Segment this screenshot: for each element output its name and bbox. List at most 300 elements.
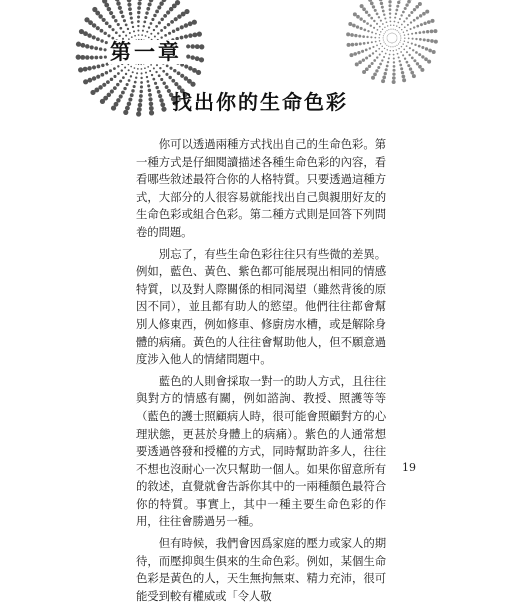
ornament-dot xyxy=(119,94,123,98)
page-number: 19 xyxy=(402,461,416,474)
ornament-dot xyxy=(395,41,396,42)
ornament-dot xyxy=(139,90,142,93)
ornament-dot xyxy=(167,89,171,93)
ornament-dot xyxy=(143,25,145,27)
ornament-dot xyxy=(171,79,175,83)
ornament-dot xyxy=(390,50,391,51)
ornament-dot xyxy=(356,25,359,28)
ornament-dot xyxy=(136,72,138,74)
ornament-dot xyxy=(150,33,152,35)
ornament-dot xyxy=(376,12,379,15)
ornament-dot xyxy=(355,62,359,66)
ornament-dot xyxy=(122,31,124,33)
ornament-dot xyxy=(155,71,157,73)
ornament-dot xyxy=(371,62,374,65)
ornament-dot xyxy=(387,38,388,39)
ornament-dot xyxy=(384,72,387,75)
ornament-dot xyxy=(399,33,400,34)
ornament-dot xyxy=(380,20,382,22)
ornament-dot xyxy=(141,72,143,74)
ornament-dot xyxy=(399,18,401,20)
ornament-dot xyxy=(357,51,360,54)
ornament-dot xyxy=(129,12,132,15)
ornament-dot xyxy=(173,69,176,72)
ornament-dot xyxy=(381,79,385,83)
ornament-dot xyxy=(392,80,396,84)
ornament-dot xyxy=(418,45,421,48)
ornament-dot xyxy=(163,26,166,29)
ornament-dot xyxy=(111,105,116,110)
ornament-dot xyxy=(398,43,399,44)
ornament-dot xyxy=(119,10,123,14)
ornament-dot xyxy=(403,49,405,51)
ornament-dot xyxy=(407,34,409,36)
ornament-dot xyxy=(151,74,153,76)
ornament-dot xyxy=(90,45,94,49)
ornament-dot xyxy=(401,46,402,47)
ornament-dot xyxy=(413,8,416,11)
dot-spiral-ornament xyxy=(0,0,520,140)
ornament-dot xyxy=(413,19,416,22)
ornament-dot xyxy=(102,83,106,87)
ornament-dot xyxy=(359,42,362,45)
ornament-dot xyxy=(353,12,357,16)
ornament-dot xyxy=(147,84,150,87)
ornament-dot xyxy=(151,18,154,21)
ornament-dot xyxy=(404,41,405,42)
ornament-dot xyxy=(112,15,116,19)
ornament-dot xyxy=(132,71,134,73)
ornament-dot xyxy=(395,13,397,15)
ornament-dot xyxy=(395,29,396,30)
ornament-dot xyxy=(80,55,85,60)
ornament-dot xyxy=(384,27,385,28)
ornament-dot xyxy=(421,55,424,58)
ornament-dot xyxy=(401,29,402,30)
ornament-dot xyxy=(386,30,387,31)
ornament-dot xyxy=(380,43,381,44)
ornament-dot xyxy=(390,21,392,23)
ornament-dot xyxy=(160,102,165,107)
ornament-dot xyxy=(373,27,375,29)
ornament-dot xyxy=(379,40,380,41)
ornament-dot xyxy=(406,45,408,47)
ornament-dot xyxy=(104,48,107,51)
ornament-dot xyxy=(188,66,193,71)
ornament-dot xyxy=(427,20,431,24)
ornament-dot xyxy=(391,33,392,34)
ornament-dot xyxy=(139,94,143,98)
body-text xyxy=(136,136,386,609)
ornament-dot xyxy=(419,14,422,17)
ornament-dot xyxy=(165,85,169,89)
ornament-dot xyxy=(392,33,393,34)
ornament-dot xyxy=(102,18,106,22)
ornament-dot xyxy=(121,69,123,71)
ornament-dot xyxy=(385,43,386,44)
ornament-dot xyxy=(79,29,84,34)
ornament-dot xyxy=(148,26,150,28)
ornament-dot xyxy=(125,23,128,26)
ornament-dot xyxy=(403,20,405,22)
ornament-dot xyxy=(386,21,388,23)
ornament-dot xyxy=(395,46,396,47)
ornament-dot xyxy=(350,33,354,37)
ornament-dot xyxy=(427,60,431,64)
ornament-dot xyxy=(416,17,419,20)
ornament-dot xyxy=(100,39,103,42)
ornament-dot xyxy=(137,1,141,5)
ornament-dot xyxy=(356,15,360,19)
ornament-dot xyxy=(365,56,368,59)
ornament-dot xyxy=(131,89,134,92)
ornament-dot xyxy=(160,18,163,21)
ornament-dot xyxy=(430,30,434,34)
ornament-dot xyxy=(382,23,384,25)
ornament-dot xyxy=(401,71,404,74)
ornament-dot xyxy=(110,89,114,93)
ornament-dot xyxy=(103,32,106,35)
ornament-dot xyxy=(195,44,200,49)
ornament-dot xyxy=(116,98,121,103)
ornament-dot xyxy=(149,0,154,2)
ornament-dot xyxy=(424,57,428,61)
ornament-dot xyxy=(144,67,146,69)
ornament-dot xyxy=(393,50,394,51)
ornament-dot xyxy=(368,65,371,68)
ornament-dot xyxy=(119,80,122,83)
ornament-dot xyxy=(387,49,388,50)
ornament-dot xyxy=(137,6,141,10)
ornament-dot xyxy=(136,111,141,116)
ornament-dot xyxy=(84,17,89,22)
ornament-dot xyxy=(374,9,377,12)
ornament-dot xyxy=(92,76,97,81)
ornament-dot xyxy=(196,70,201,75)
ornament-dot xyxy=(153,14,156,17)
ornament-dot xyxy=(393,69,396,72)
chapter-heading xyxy=(108,36,186,66)
ornament-dot xyxy=(347,43,351,47)
ornament-dot xyxy=(355,43,358,46)
ornament-dot xyxy=(121,91,125,95)
ornament-dot xyxy=(126,83,129,86)
ornament-dot xyxy=(107,7,112,12)
paragraph: 別忘了，有些生命色彩往往只有些微的差異。例如，藍色、黃色、紫色都可能展現出相同的情感特質，以及對人際關係的相同渴望（雖然背後的原因不同），並且都有助人的慾望。他們往往都會幫別人修東西，例如修車、修廚房水槽，或是解除身體的病痛。黃色的人往往會幫助他人，但不願意過度涉入他人的情緒問題中。 xyxy=(136,246,386,369)
ornament-dot xyxy=(407,0,411,4)
ornament-dot xyxy=(361,50,364,53)
ornament-dot xyxy=(128,69,130,71)
ornament-dot xyxy=(162,70,165,73)
ornament-dot xyxy=(131,21,134,24)
ornament-dot xyxy=(400,40,401,41)
ornament-dot xyxy=(158,21,161,24)
ornament-dot xyxy=(373,20,375,22)
ornament-dot xyxy=(405,3,408,6)
ornament-dot xyxy=(159,1,164,6)
ornament-dot xyxy=(400,35,401,36)
ornament-dot xyxy=(390,25,391,26)
ornament-dot xyxy=(411,43,413,45)
ornament-dot xyxy=(399,60,401,62)
ornament-dot xyxy=(148,97,152,101)
ornament-dot xyxy=(395,34,396,35)
ornament-dot xyxy=(399,64,402,67)
ornament-dot xyxy=(388,0,391,3)
ornament-dot xyxy=(387,25,388,26)
ornament-dot xyxy=(155,25,158,28)
ornament-dot xyxy=(384,17,386,19)
ornament-dot xyxy=(163,14,167,18)
ornament-dot xyxy=(425,10,429,14)
ornament-dot xyxy=(362,58,365,61)
ornament-dot xyxy=(389,42,390,43)
ornament-dot xyxy=(137,30,139,32)
ornament-dot xyxy=(396,45,397,46)
ornament-dot xyxy=(392,72,395,75)
ornament-dot xyxy=(363,42,366,45)
ornament-dot xyxy=(418,2,422,6)
ornament-dot xyxy=(130,75,132,77)
ornament-dot xyxy=(123,87,126,90)
ornament-dot xyxy=(378,16,380,18)
ornament-dot xyxy=(378,48,380,50)
ornament-dot xyxy=(396,36,397,37)
ornament-dot xyxy=(78,67,83,72)
ornament-dot xyxy=(132,26,134,28)
ornament-dot xyxy=(381,59,383,61)
ornament-dot xyxy=(370,25,372,27)
ornament-dot xyxy=(397,30,398,31)
ornament-dot xyxy=(109,11,113,15)
ornament-dot xyxy=(184,9,189,14)
ornament-dot xyxy=(167,23,170,26)
ornament-dot xyxy=(415,32,417,34)
ornament-dot xyxy=(180,74,184,78)
ornament-dot xyxy=(92,7,97,12)
ornament-dot xyxy=(400,38,401,39)
ornament-dot xyxy=(96,37,100,41)
ornament-dot xyxy=(373,59,376,62)
ornament-dot xyxy=(372,46,374,48)
ornament-dot xyxy=(180,25,184,29)
ornament-dot xyxy=(170,20,174,24)
ornament-dot xyxy=(372,5,375,8)
ornament-dot xyxy=(394,21,396,23)
ornament-dot xyxy=(421,46,424,49)
ornament-dot xyxy=(388,34,389,35)
ornament-dot xyxy=(127,28,129,30)
ornament-dot xyxy=(362,35,365,38)
ornament-dot xyxy=(371,76,375,80)
ornament-dot xyxy=(415,5,419,9)
ornament-dot xyxy=(402,78,406,82)
ornament-dot xyxy=(400,51,402,53)
ornament-dot xyxy=(366,36,368,38)
ornament-dot xyxy=(399,42,400,43)
ornament-dot xyxy=(137,107,142,112)
ornament-dot xyxy=(354,34,357,37)
ornament-dot xyxy=(145,11,148,14)
ornament-dot xyxy=(150,22,153,25)
ornament-dot xyxy=(346,32,350,36)
ornament-dot xyxy=(76,55,81,60)
ornament-dot xyxy=(406,17,408,19)
ornament-dot xyxy=(430,39,434,43)
ornament-dot xyxy=(379,0,383,1)
ornament-dot xyxy=(377,29,379,31)
ornament-dot xyxy=(147,66,149,68)
ornament-dot xyxy=(407,42,409,44)
ornament-dot xyxy=(396,40,397,41)
ornament-dot xyxy=(119,27,122,30)
ornament-dot xyxy=(420,68,424,72)
ornament-dot xyxy=(147,80,150,83)
ornament-dot xyxy=(410,21,412,23)
ornament-dot xyxy=(124,66,126,68)
ornament-dot xyxy=(99,47,102,50)
ornament-dot xyxy=(411,33,413,35)
ornament-dot xyxy=(390,42,391,43)
ornament-dot xyxy=(154,82,157,85)
ornament-dot xyxy=(365,49,368,52)
ornament-dot xyxy=(402,11,405,14)
ornament-dot xyxy=(192,32,197,37)
ornament-dot xyxy=(172,29,175,32)
ornament-dot xyxy=(387,35,388,36)
ornament-dot xyxy=(382,46,383,47)
ornament-dot xyxy=(360,27,363,30)
ornament-dot xyxy=(166,10,170,14)
ornament-dot xyxy=(379,63,382,66)
ornament-dot xyxy=(160,78,163,81)
ornament-dot xyxy=(432,50,436,54)
ornament-dot xyxy=(407,24,409,26)
ornament-dot xyxy=(123,110,128,115)
ornament-dot xyxy=(149,102,154,107)
ornament-dot xyxy=(397,22,399,24)
ornament-dot xyxy=(395,9,398,12)
ornament-dot xyxy=(76,42,81,47)
ornament-dot xyxy=(368,14,371,17)
ornament-dot xyxy=(199,57,204,62)
ornament-dot xyxy=(365,11,368,14)
ornament-dot xyxy=(379,26,381,28)
ornament-dot xyxy=(165,73,168,76)
ornament-dot xyxy=(388,57,390,59)
ornament-dot xyxy=(381,51,383,53)
ornament-dot xyxy=(409,47,411,49)
ornament-dot xyxy=(104,56,107,59)
ornament-dot xyxy=(348,22,352,26)
ornament-dot xyxy=(96,75,100,79)
ornament-dot xyxy=(404,7,407,10)
ornament-dot xyxy=(412,38,414,40)
ornament-dot xyxy=(111,28,114,31)
ornament-dot xyxy=(123,19,126,22)
ornament-dot xyxy=(426,30,429,33)
ornament-dot xyxy=(168,76,171,79)
ornament-dot xyxy=(106,80,110,84)
ornament-dot xyxy=(92,35,96,39)
ornament-dot xyxy=(372,52,374,54)
ornament-dot xyxy=(379,34,380,35)
ornament-dot xyxy=(425,47,428,50)
ornament-dot xyxy=(134,67,136,69)
chapter-label: 第一章 xyxy=(108,40,186,64)
ornament-dot xyxy=(428,49,432,53)
ornament-dot xyxy=(80,43,85,48)
ornament-dot xyxy=(146,7,150,11)
ornament-dot xyxy=(130,17,133,20)
ornament-dot xyxy=(128,79,131,82)
ornament-dot xyxy=(414,44,416,46)
ornament-dot xyxy=(402,75,406,79)
ornament-dot xyxy=(117,72,120,75)
ornament-dot xyxy=(349,53,353,57)
ornament-dot xyxy=(416,25,419,28)
ornament-dot xyxy=(387,40,388,41)
ornament-dot xyxy=(392,43,393,44)
ornament-dot xyxy=(351,43,355,47)
ornament-dot xyxy=(188,33,193,38)
ornament-dot xyxy=(384,48,385,49)
paragraph: 藍色的人則會採取一對一的助人方式，且往往與對方的情感有關，例如諮詢、教授、照護等等（藍色的護士照顧病人時，很可能會照顧對方的心理狀態，更甚於身體上的病痛）。紫色的人通常想要透過啓發和授權的方式，同時幫助許多人，往往不想也沒耐心一次只幫助一個人。如果你留意所有的敘述，直覺就會告訴你其中的一兩種顏色最符合你的特質。事實上，其中一種主要生命色彩的作用，往往會勝過另一種。 xyxy=(136,373,386,531)
ornament-dot xyxy=(365,67,369,71)
ornament-dot xyxy=(83,79,88,84)
ornament-dot xyxy=(431,19,435,23)
ornament-dot xyxy=(125,73,127,75)
ornament-dot xyxy=(418,53,421,56)
ornament-dot xyxy=(374,37,376,39)
ornament-dot xyxy=(140,85,143,88)
ornament-dot xyxy=(406,51,408,53)
ornament-dot xyxy=(137,68,139,70)
ornament-dot xyxy=(388,4,391,7)
ornament-dot xyxy=(383,37,384,38)
ornament-dot xyxy=(393,65,396,68)
ornament-dot xyxy=(114,19,117,22)
ornament-dot xyxy=(130,93,134,97)
ornament-dot xyxy=(94,46,98,50)
ornament-dot xyxy=(394,17,396,19)
ornament-dot xyxy=(410,11,413,14)
ornament-dot xyxy=(186,55,190,59)
ornament-dot xyxy=(146,31,148,33)
ornament-dot xyxy=(149,70,151,72)
ornament-dot xyxy=(383,14,385,16)
ornament-dot xyxy=(401,24,403,26)
ornament-dot xyxy=(413,26,415,28)
ornament-dot xyxy=(413,59,416,62)
ornament-dot xyxy=(393,57,395,59)
ornament-dot xyxy=(175,0,180,5)
ornament-dot xyxy=(386,65,389,68)
ornament-dot xyxy=(375,69,378,72)
ornament-dot xyxy=(146,76,148,78)
ornament-dot xyxy=(388,46,389,47)
ornament-dot xyxy=(390,29,391,30)
ornament-dot xyxy=(155,10,159,14)
ornament-dot xyxy=(415,38,417,40)
ornament-dot xyxy=(382,75,386,79)
ornament-dot xyxy=(394,33,395,34)
ornament-dot xyxy=(100,99,105,104)
ornament-dot xyxy=(389,54,391,56)
ornament-dot xyxy=(113,86,117,90)
ornament-dot xyxy=(184,23,189,28)
ornament-dot xyxy=(148,2,152,6)
